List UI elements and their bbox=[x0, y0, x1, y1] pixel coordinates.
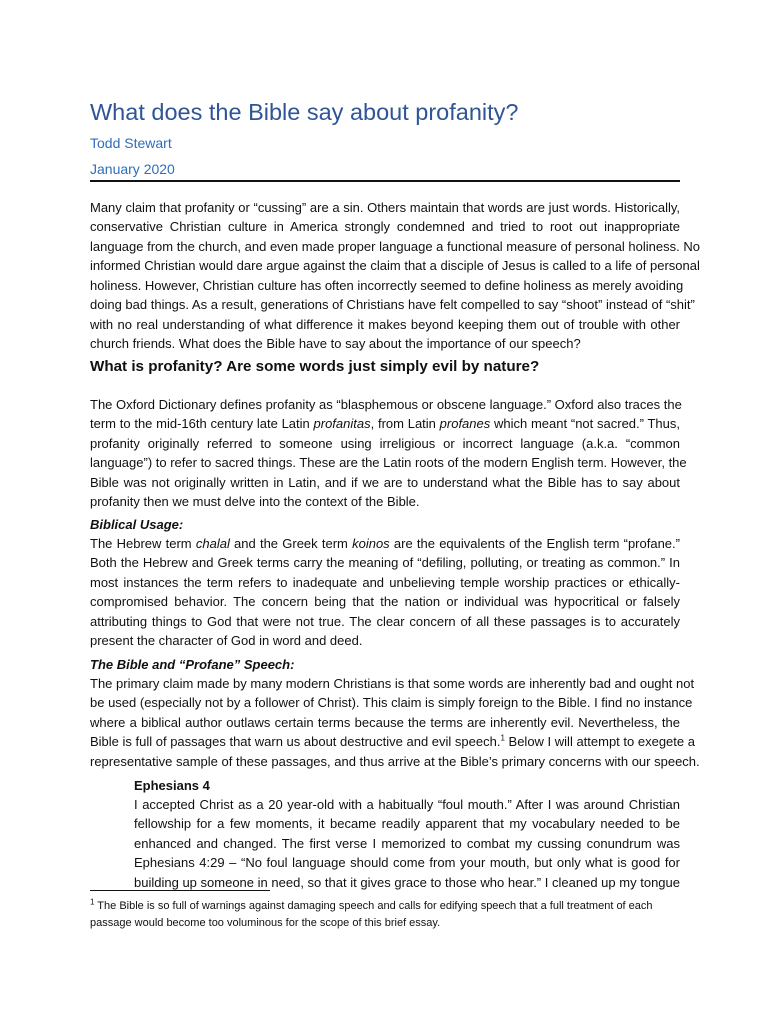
text-line: where a biblical author outlaws certain terms because the terms are inherently evil. Nevertheless, the bbox=[90, 714, 680, 730]
publication-date: January 2020 bbox=[90, 161, 175, 177]
text-line: with no real understanding of what difference it makes beyond keeping them out of trouble with other bbox=[90, 316, 680, 332]
biblical-usage-heading: Biblical Usage: bbox=[90, 517, 184, 532]
text-line: Bible is full of passages that warn us about destructive and evil speech.$^1$ Below I will attempt to exegete a bbox=[90, 733, 695, 750]
text-line: language”) to refer to sacred things. These are the Latin roots of the modern English term. However, the bbox=[90, 455, 687, 471]
intro-paragraph bbox=[90, 198, 700, 354]
text-line: Ephesians 4:29 – “No foul language should come from your mouth, but only what is good for bbox=[134, 855, 680, 871]
text-line: church friends. What does the Bible have to say about the importance of our speech? bbox=[90, 336, 581, 352]
text-line: language from the church, and even made proper language a functional measure of personal holiness. No bbox=[90, 238, 700, 254]
footnote-line: passage would become too voluminous for the scope of this brief essay. bbox=[90, 916, 441, 929]
text-line: profanity then we must delve into the context of the Bible. bbox=[90, 494, 420, 510]
text-line: most instances the term refers to inadequate and unbelieving temple worship practices or ethically- bbox=[90, 574, 680, 590]
footnote-line: $^1$ The Bible is so full of warnings against damaging speech and calls for edifying speech that a full treatment of each bbox=[90, 897, 653, 912]
text-line: Both the Hebrew and Greek terms carry the meaning of “defiling, polluting, or treating as common.” In bbox=[90, 555, 680, 571]
text-line: conservative Christian culture in America strongly condemned and tried to root out inappropriate bbox=[90, 219, 680, 235]
footnote bbox=[90, 898, 680, 931]
footnote-divider bbox=[90, 890, 270, 891]
text-line: fellowship for a few moments, it became readily apparent that my vocabulary needed to be bbox=[134, 816, 680, 832]
text-line: term to the mid-16th century late Latin profanitas, from Latin profanes which meant “not sacred.” Thus, bbox=[90, 416, 680, 432]
text-line: informed Christian would dare argue against the claim that a disciple of Jesus is called to a life of personal bbox=[90, 258, 700, 274]
text-line: holiness. However, Christian culture has often incorrectly seemed to define holiness as merely avoiding bbox=[90, 277, 684, 293]
ephesians-paragraph bbox=[134, 795, 680, 892]
text-line: representative sample of these passages, and thus arrive at the Bible’s primary concerns with our speech. bbox=[90, 753, 700, 769]
text-line: Bible was not originally written in Latin, and if we are to understand what the Bible has to say about bbox=[90, 474, 680, 490]
document-page bbox=[90, 0, 700, 1024]
profane-speech-heading: The Bible and “Profane” Speech: bbox=[90, 657, 295, 672]
text-line: compromised behavior. The concern being that the nation or individual was hypocritical or falsely bbox=[90, 594, 680, 610]
text-line: The primary claim made by many modern Christians is that some words are inherently bad and ought not bbox=[90, 676, 695, 691]
text-line: The Hebrew term chalal and the Greek term koinos are the equivalents of the English term “profane.” bbox=[90, 536, 680, 551]
definition-paragraph bbox=[90, 395, 687, 512]
ephesians-heading: Ephesians 4 bbox=[134, 778, 210, 793]
text-line: The Oxford Dictionary defines profanity as “blasphemous or obscene language.” Oxford also traces the bbox=[90, 397, 682, 412]
footnote-reference: 1 bbox=[500, 733, 505, 743]
text-line: doing bad things. As a result, generations of Christians have felt compelled to say “shoot” instead of “shit” bbox=[90, 297, 695, 313]
biblical-usage-paragraph bbox=[90, 534, 680, 651]
text-line: enhanced and changed. The first verse I memorized to combat my cussing conundrum was bbox=[134, 835, 680, 851]
text-line: present the character of God in word and deed. bbox=[90, 633, 363, 649]
text-line: be used (especially not by a follower of Christ). This claim is simply foreign to the Bible. I find no instance bbox=[90, 695, 693, 711]
text-line: building up someone in need, so that it gives grace to those who hear.” I cleaned up my tongue bbox=[134, 874, 680, 890]
text-line: I accepted Christ as a 20 year-old with a habitually “foul mouth.” After I was around Christian bbox=[134, 797, 680, 812]
text-line: attributing things to God that were not true. The clear concern of all these passages is to accurately bbox=[90, 613, 680, 629]
title-divider bbox=[90, 180, 680, 182]
section-heading: What is profanity? Are some words just simply evil by nature? bbox=[90, 358, 540, 375]
text-line: profanity originally referred to someone using irreligious or incorrect language (a.k.a. “common bbox=[90, 435, 680, 451]
footnote-number: 1 bbox=[90, 897, 95, 907]
profane-speech-paragraph bbox=[90, 674, 700, 771]
author-name: Todd Stewart bbox=[90, 135, 172, 151]
text-line: Many claim that profanity or “cussing” are a sin. Others maintain that words are just words. Historically, bbox=[90, 200, 680, 215]
document-title: What does the Bible say about profanity? bbox=[90, 99, 519, 125]
